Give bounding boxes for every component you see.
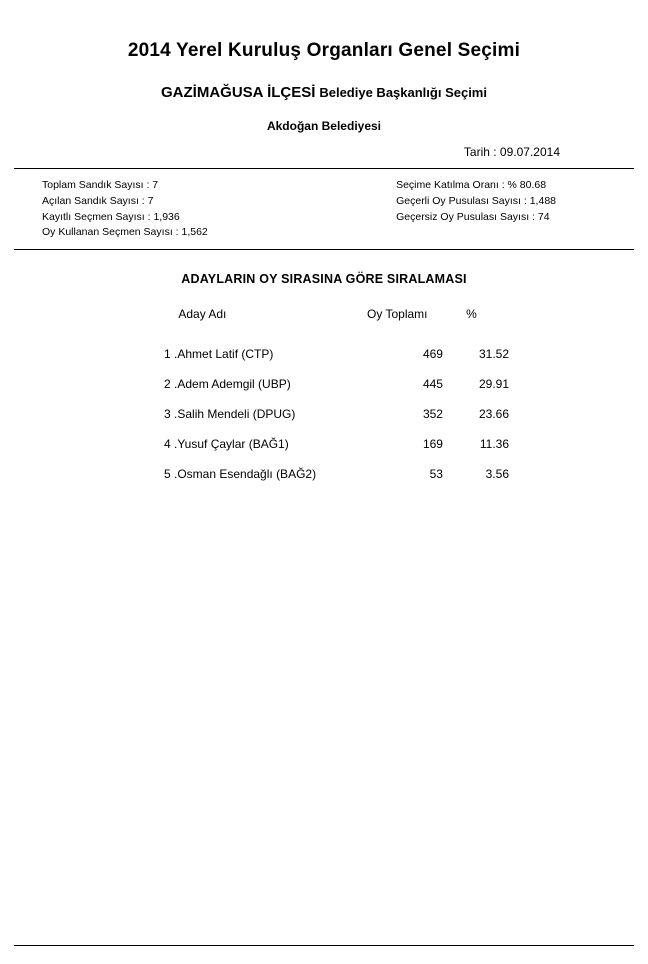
candidate-results-table	[139, 306, 509, 489]
candidate-percent: 29.91	[478, 377, 509, 391]
stat-registered-voters: Kayıtlı Seçmen Sayısı : 1,936	[42, 210, 180, 223]
column-header-rank	[139, 306, 177, 339]
column-header-name: Aday Adı	[178, 307, 227, 321]
stat-total-ballot-boxes: Toplam Sandık Sayısı : 7	[42, 179, 159, 191]
section-heading: ADAYLARIN OY SIRASINA GÖRE SIRALAMASI	[181, 272, 467, 286]
stat-valid-ballots: Geçerli Oy Pusulası Sayısı : 1,488	[396, 194, 556, 207]
page-title: 2014 Yerel Kuruluş Organları Genel Seçimi	[127, 40, 521, 61]
table-row	[139, 399, 509, 429]
candidate-rank: 1 .	[164, 347, 178, 361]
report-date: Tarih : 09.07.2014	[463, 145, 560, 159]
stat-turnout-rate: Seçime Katılma Oranı : % 80.68	[396, 179, 547, 191]
stat-voters-voted: Oy Kullanan Seçmen Sayısı : 1,562	[42, 226, 208, 239]
divider-bottom	[14, 945, 634, 946]
divider-middle	[0, 249, 648, 250]
candidate-name: Salih Mendeli (DPUG)	[177, 407, 296, 421]
election-results-document	[0, 40, 648, 964]
stat-invalid-ballots: Geçersiz Oy Pusulası Sayısı : 74	[396, 210, 550, 223]
candidate-name: Adem Ademgil (UBP)	[177, 377, 291, 391]
table-row	[139, 429, 509, 459]
candidate-votes: 53	[429, 467, 443, 481]
municipality-name: Akdoğan Belediyesi	[266, 119, 382, 133]
summary-left-column	[14, 178, 208, 241]
table-row	[139, 369, 509, 399]
table-row	[139, 459, 509, 489]
candidate-votes: 469	[422, 347, 443, 361]
stat-opened-ballot-boxes: Açılan Sandık Sayısı : 7	[42, 194, 154, 207]
divider-line	[14, 945, 634, 946]
candidate-percent: 23.66	[478, 407, 509, 421]
summary-statistics	[0, 169, 648, 249]
candidate-votes: 169	[422, 437, 443, 451]
candidate-percent: 11.36	[479, 437, 509, 451]
candidate-rank: 2 .	[164, 377, 178, 391]
candidate-votes: 445	[422, 377, 443, 391]
summary-right-column	[396, 178, 634, 241]
candidate-rank: 4 .	[164, 437, 178, 451]
candidate-percent: 31.52	[478, 347, 509, 361]
election-type: Belediye Başkanlığı Seçimi	[319, 85, 487, 100]
candidate-votes: 352	[422, 407, 443, 421]
candidate-name: Yusuf Çaylar (BAĞ1)	[177, 437, 289, 451]
district-subtitle	[0, 84, 648, 101]
table-header-row	[139, 306, 509, 339]
table-row	[139, 339, 509, 369]
divider-line	[14, 249, 634, 250]
candidate-percent: 3.56	[485, 467, 509, 481]
column-header-votes: Oy Toplamı	[367, 307, 428, 321]
district-name: GAZİMAĞUSA İLÇESİ	[161, 84, 316, 101]
candidate-name: Ahmet Latif (CTP)	[177, 347, 274, 361]
candidate-rank: 5 .	[164, 467, 178, 481]
column-header-percent: %	[466, 307, 477, 321]
candidate-rank: 3 .	[164, 407, 178, 421]
candidate-name: Osman Esendağlı (BAĞ2)	[177, 467, 317, 481]
